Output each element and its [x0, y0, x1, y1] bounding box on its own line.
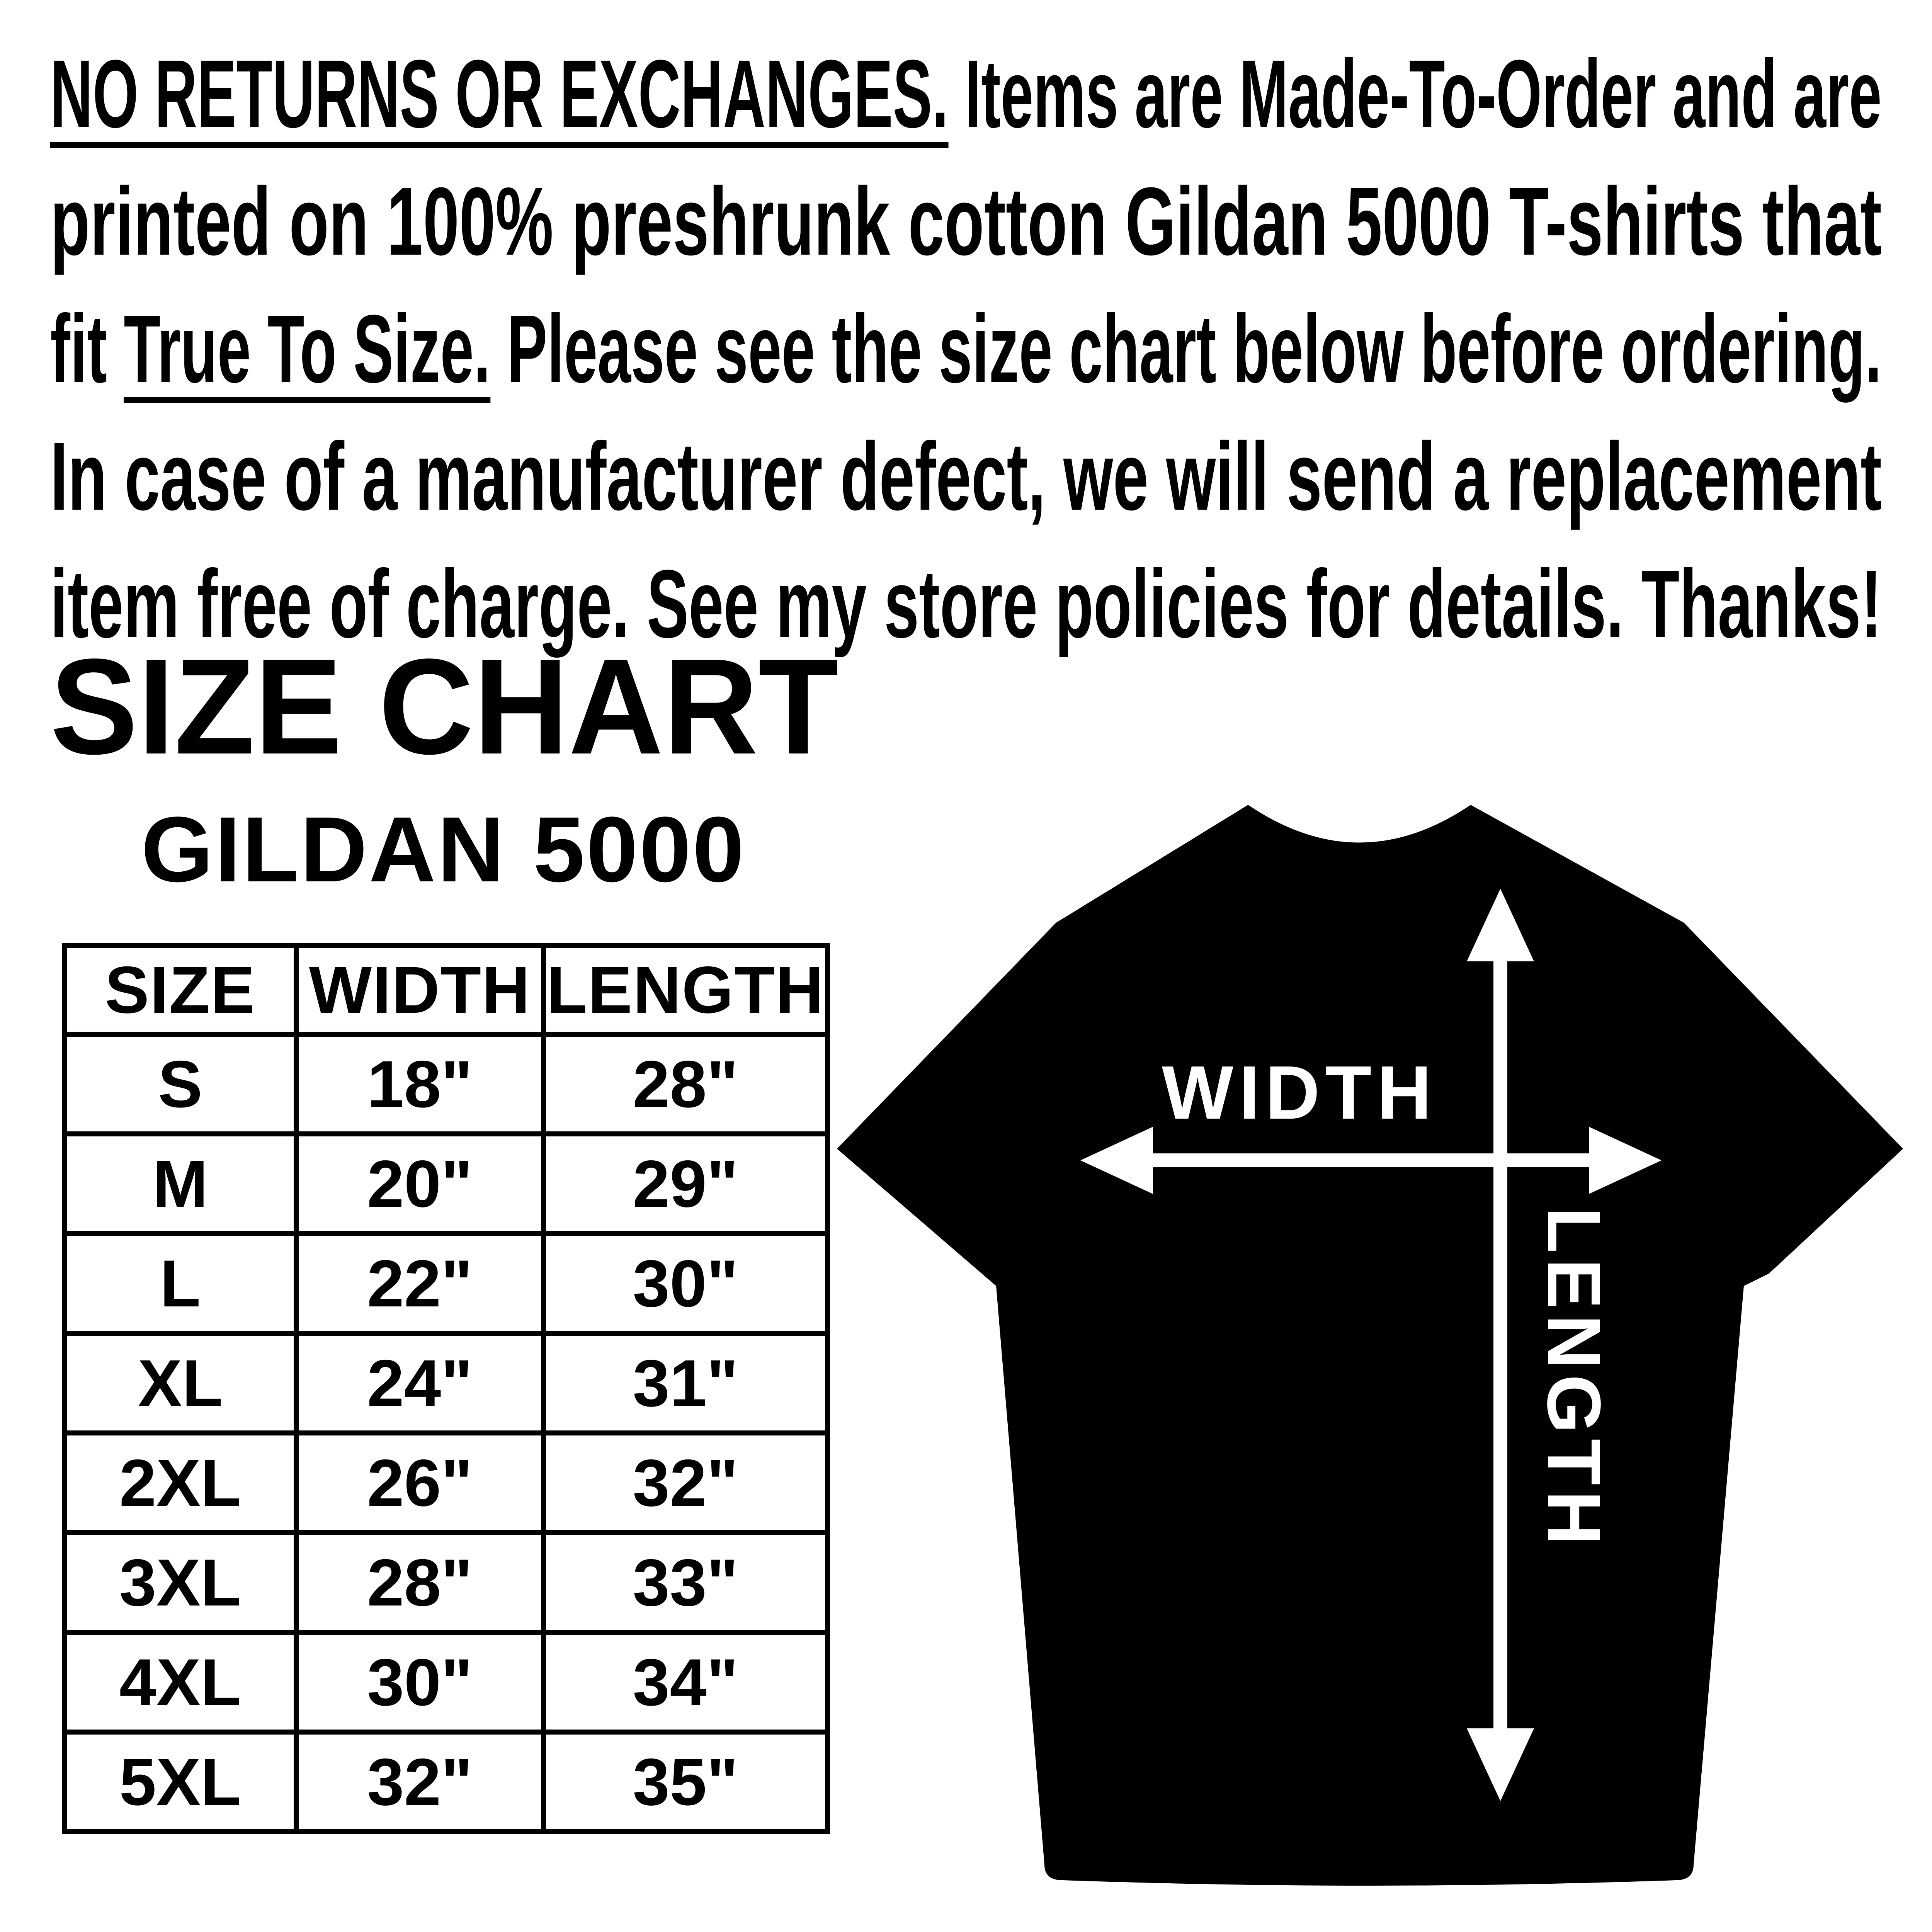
policy-text: In case of a manufacturer defect, we will send a replacement — [50, 422, 1882, 530]
tshirt-diagram — [834, 799, 1907, 1886]
table-cell: 20" — [296, 1134, 544, 1234]
table-header-row — [65, 946, 828, 1034]
policy-text: item free of charge. See my store policies for details. Thanks! — [50, 550, 1882, 658]
table-cell: 24" — [296, 1333, 544, 1433]
policy-text-underlined: NO RETURNS OR EXCHANGES. — [50, 40, 949, 148]
table-cell: 34" — [544, 1633, 828, 1732]
table-cell: 4XL — [65, 1633, 296, 1732]
table-cell: 5XL — [65, 1732, 296, 1832]
policy-line — [50, 285, 1882, 413]
table-row — [65, 1134, 828, 1234]
policy-text-underlined: True To Size. — [124, 295, 491, 403]
table-cell: 22" — [296, 1234, 544, 1333]
table-row — [65, 1533, 828, 1633]
table-cell: 30" — [544, 1234, 828, 1333]
length-label: LENGTH — [1532, 1207, 1616, 1551]
table-row — [65, 1633, 828, 1732]
tshirt-silhouette — [837, 805, 1903, 1886]
table-cell: 32" — [544, 1433, 828, 1533]
table-row — [65, 1333, 828, 1433]
policy-line — [50, 413, 1882, 540]
policy-text: Items are Made-To-Order and are — [948, 40, 1882, 148]
policy-text: fit — [50, 295, 124, 403]
table-cell: 32" — [296, 1732, 544, 1832]
table-cell: S — [65, 1034, 296, 1134]
table-cell: M — [65, 1134, 296, 1234]
size-table — [62, 943, 830, 1834]
table-cell: 33" — [544, 1533, 828, 1633]
table-cell: 35" — [544, 1732, 828, 1832]
table-cell: 18" — [296, 1034, 544, 1134]
table-cell: L — [65, 1234, 296, 1333]
table-cell: 30" — [296, 1633, 544, 1732]
table-cell: 28" — [544, 1034, 828, 1134]
table-cell: 31" — [544, 1333, 828, 1433]
table-cell: 3XL — [65, 1533, 296, 1633]
table-header-cell: SIZE — [65, 946, 296, 1034]
table-cell: XL — [65, 1333, 296, 1433]
table-header-cell: LENGTH — [544, 946, 828, 1034]
table-cell: 26" — [296, 1433, 544, 1533]
table-row — [65, 1732, 828, 1832]
policy-paragraph — [50, 30, 1882, 668]
table-cell: 2XL — [65, 1433, 296, 1533]
table-row — [65, 1433, 828, 1533]
table-row — [65, 1034, 828, 1134]
policy-text: printed on 100% preshrunk cotton Gildan 5000 T-shirts that — [50, 167, 1882, 275]
table-cell: 28" — [296, 1533, 544, 1633]
policy-text: Please see the size chart below before ordering. — [490, 295, 1882, 403]
size-chart-subtitle: GILDAN 5000 — [141, 798, 746, 901]
table-cell: 29" — [544, 1134, 828, 1234]
width-label: WIDTH — [1162, 1050, 1437, 1135]
size-chart-title: SIZE CHART — [50, 630, 838, 782]
policy-line — [50, 158, 1882, 285]
table-row — [65, 1234, 828, 1333]
policy-line — [50, 30, 1882, 158]
table-header-cell: WIDTH — [296, 946, 544, 1034]
